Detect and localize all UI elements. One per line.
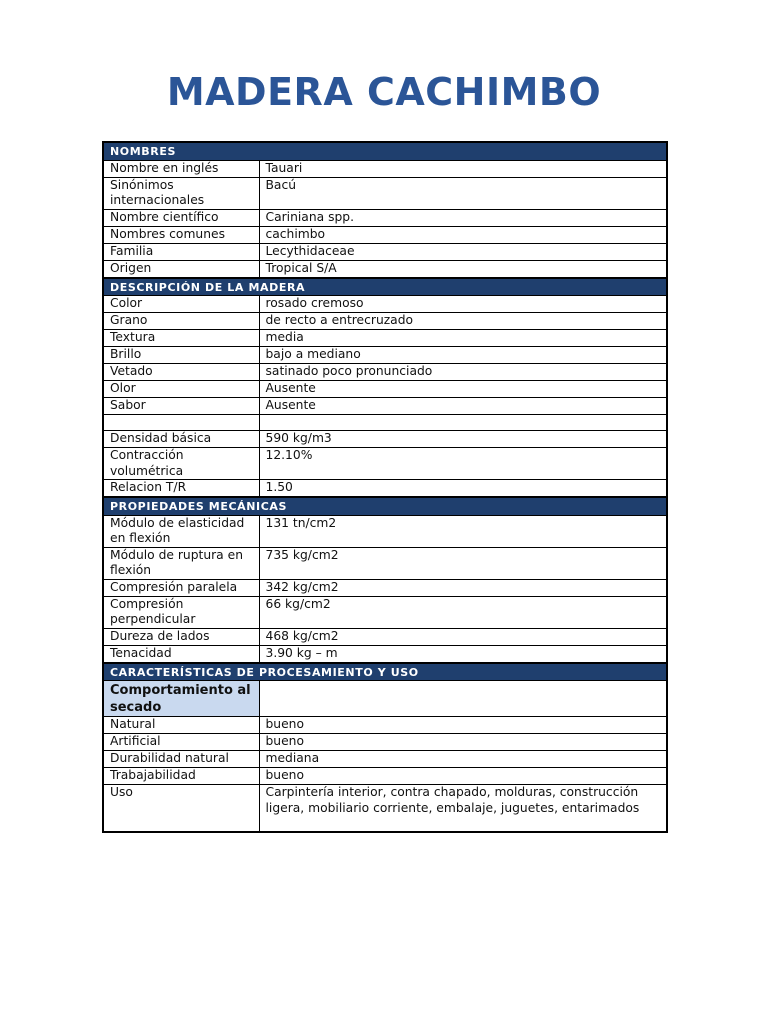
- row-label: Nombre científico: [103, 209, 259, 226]
- table-row: [103, 645, 667, 663]
- subheader-row: [103, 681, 667, 717]
- row-value: Tauari: [259, 160, 667, 177]
- section-header-mecanicas: PROPIEDADES MECÁNICAS: [103, 497, 667, 515]
- table-row: [103, 226, 667, 243]
- section-header-nombres: NOMBRES: [103, 142, 667, 160]
- row-value: Ausente: [259, 381, 667, 398]
- row-label: Contracción volumétrica: [103, 448, 259, 480]
- table-row-blank: [103, 415, 667, 431]
- page-title: MADERA CACHIMBO: [166, 70, 602, 114]
- table-row: [103, 177, 667, 209]
- table-row: [103, 313, 667, 330]
- row-value: de recto a entrecruzado: [259, 313, 667, 330]
- table-row: [103, 785, 667, 832]
- row-label: Compresión paralela: [103, 579, 259, 596]
- row-label: Sabor: [103, 398, 259, 415]
- row-value: 66 kg/cm2: [259, 596, 667, 628]
- table-row: [103, 547, 667, 579]
- row-value: 3.90 kg – m: [259, 645, 667, 663]
- table-row: [103, 398, 667, 415]
- row-label: Uso: [103, 785, 259, 832]
- table-row: [103, 209, 667, 226]
- row-label: Relacion T/R: [103, 480, 259, 498]
- table-row: [103, 579, 667, 596]
- section-header-row: [103, 497, 667, 515]
- row-value: Tropical S/A: [259, 260, 667, 278]
- row-value: bueno: [259, 717, 667, 734]
- row-label: Módulo de ruptura en flexión: [103, 547, 259, 579]
- row-value: 12.10%: [259, 448, 667, 480]
- row-value: cachimbo: [259, 226, 667, 243]
- row-label: Natural: [103, 717, 259, 734]
- row-value: Cariniana spp.: [259, 209, 667, 226]
- row-label: Compresión perpendicular: [103, 596, 259, 628]
- row-value: 590 kg/m3: [259, 431, 667, 448]
- row-label: Dureza de lados: [103, 628, 259, 645]
- wood-properties-table: [102, 141, 668, 833]
- row-label: Textura: [103, 330, 259, 347]
- row-label: Olor: [103, 381, 259, 398]
- row-value: bueno: [259, 768, 667, 785]
- row-value: media: [259, 330, 667, 347]
- row-label: [103, 415, 259, 431]
- row-value: bueno: [259, 734, 667, 751]
- table-row: [103, 347, 667, 364]
- row-value: satinado poco pronunciado: [259, 364, 667, 381]
- table-row: [103, 596, 667, 628]
- row-label: Brillo: [103, 347, 259, 364]
- section-header-descripcion: DESCRIPCIÓN DE LA MADERA: [103, 278, 667, 296]
- table-row: [103, 431, 667, 448]
- section-header-procesamiento: CARACTERÍSTICAS DE PROCESAMIENTO Y USO: [103, 663, 667, 681]
- table-row: [103, 260, 667, 278]
- table-row: [103, 296, 667, 313]
- table-row: [103, 448, 667, 480]
- row-label: Artificial: [103, 734, 259, 751]
- row-value: Ausente: [259, 398, 667, 415]
- table-row: [103, 734, 667, 751]
- row-label: Origen: [103, 260, 259, 278]
- row-value: mediana: [259, 751, 667, 768]
- row-value: [259, 681, 667, 717]
- row-value: 735 kg/cm2: [259, 547, 667, 579]
- table-row: [103, 243, 667, 260]
- row-value: 131 tn/cm2: [259, 515, 667, 547]
- section-header-row: [103, 663, 667, 681]
- row-label: Vetado: [103, 364, 259, 381]
- row-label: Trabajabilidad: [103, 768, 259, 785]
- table-row: [103, 717, 667, 734]
- row-label: Nombre en inglés: [103, 160, 259, 177]
- row-value: Bacú: [259, 177, 667, 209]
- row-label: Densidad básica: [103, 431, 259, 448]
- row-label: Nombres comunes: [103, 226, 259, 243]
- table-row: [103, 330, 667, 347]
- row-label: Familia: [103, 243, 259, 260]
- row-value: 1.50: [259, 480, 667, 498]
- table-row: [103, 515, 667, 547]
- row-label: Tenacidad: [103, 645, 259, 663]
- table-row: [103, 480, 667, 498]
- row-value: Lecythidaceae: [259, 243, 667, 260]
- row-value: [259, 415, 667, 431]
- row-value: bajo a mediano: [259, 347, 667, 364]
- table-row: [103, 160, 667, 177]
- row-label: Módulo de elasticidad en flexión: [103, 515, 259, 547]
- row-label: Durabilidad natural: [103, 751, 259, 768]
- row-value: 468 kg/cm2: [259, 628, 667, 645]
- row-value: Carpintería interior, contra chapado, molduras, construcción ligera, mobiliario corriente, embalaje, juguetes, entarimados: [259, 785, 667, 832]
- section-header-row: [103, 278, 667, 296]
- row-label: Color: [103, 296, 259, 313]
- table-row: [103, 628, 667, 645]
- table-row: [103, 768, 667, 785]
- section-header-row: [103, 142, 667, 160]
- row-value: 342 kg/cm2: [259, 579, 667, 596]
- table-row: [103, 751, 667, 768]
- row-value: rosado cremoso: [259, 296, 667, 313]
- table-row: [103, 364, 667, 381]
- table-row: [103, 381, 667, 398]
- row-label: Grano: [103, 313, 259, 330]
- subheader-secado: Comportamiento al secado: [103, 681, 259, 717]
- row-label: Sinónimos internacionales: [103, 177, 259, 209]
